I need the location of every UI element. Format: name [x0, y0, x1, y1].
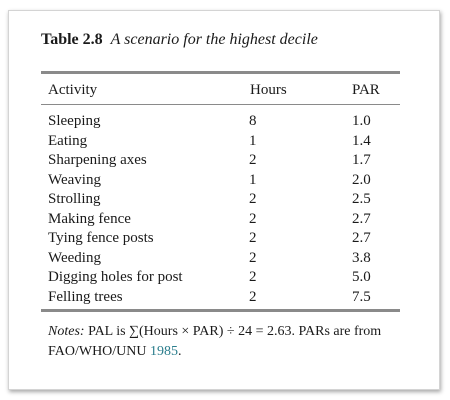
cell-hours: 1: [249, 133, 257, 149]
header-rule: [41, 104, 400, 105]
cell-par: 2.7: [352, 211, 371, 227]
cell-activity: Strolling: [48, 191, 101, 207]
cell-activity: Digging holes for post: [48, 269, 183, 285]
cell-par: 5.0: [352, 269, 371, 285]
cell-par: 2.5: [352, 191, 371, 207]
cell-hours: 2: [249, 211, 257, 227]
notes-end: .: [178, 344, 182, 359]
cell-activity: Felling trees: [48, 289, 123, 305]
table-number: Table 2.8: [41, 31, 103, 48]
column-header-par: PAR: [352, 82, 380, 98]
cell-par: 1.4: [352, 133, 371, 149]
citation-link[interactable]: 1985: [150, 344, 179, 359]
cell-hours: 2: [249, 289, 257, 305]
top-rule: [41, 71, 400, 74]
cell-activity: Sharpening axes: [48, 152, 147, 168]
notes-label: Notes:: [48, 324, 85, 339]
cell-par: 7.5: [352, 289, 371, 305]
cell-par: 2.0: [352, 172, 371, 188]
table-caption: A scenario for the highest decile: [110, 31, 318, 48]
cell-hours: 2: [249, 191, 257, 207]
cell-par: 1.0: [352, 113, 371, 129]
cell-hours: 2: [249, 269, 257, 285]
cell-activity: Eating: [48, 133, 88, 149]
table-title: [41, 31, 318, 49]
table-notes: [48, 322, 398, 362]
cell-activity: Sleeping: [48, 113, 101, 129]
cell-activity: Weeding: [48, 250, 101, 266]
column-header-hours: Hours: [250, 82, 287, 98]
cell-hours: 8: [249, 113, 257, 129]
cell-par: 1.7: [352, 152, 371, 168]
cell-par: 2.7: [352, 230, 371, 246]
cell-hours: 2: [249, 230, 257, 246]
cell-activity: Weaving: [48, 172, 101, 188]
bottom-rule: [41, 309, 400, 312]
cell-hours: 2: [249, 250, 257, 266]
cell-hours: 2: [249, 152, 257, 168]
cell-hours: 1: [249, 172, 257, 188]
cell-activity: Tying fence posts: [48, 230, 154, 246]
cell-par: 3.8: [352, 250, 371, 266]
notes-text: PAL is ∑(Hours × PAR) ÷ 24 = 2.63. PARs are from FAO/WHO/UNU: [48, 324, 382, 359]
cell-activity: Making fence: [48, 211, 131, 227]
column-header-activity: Activity: [48, 82, 98, 98]
